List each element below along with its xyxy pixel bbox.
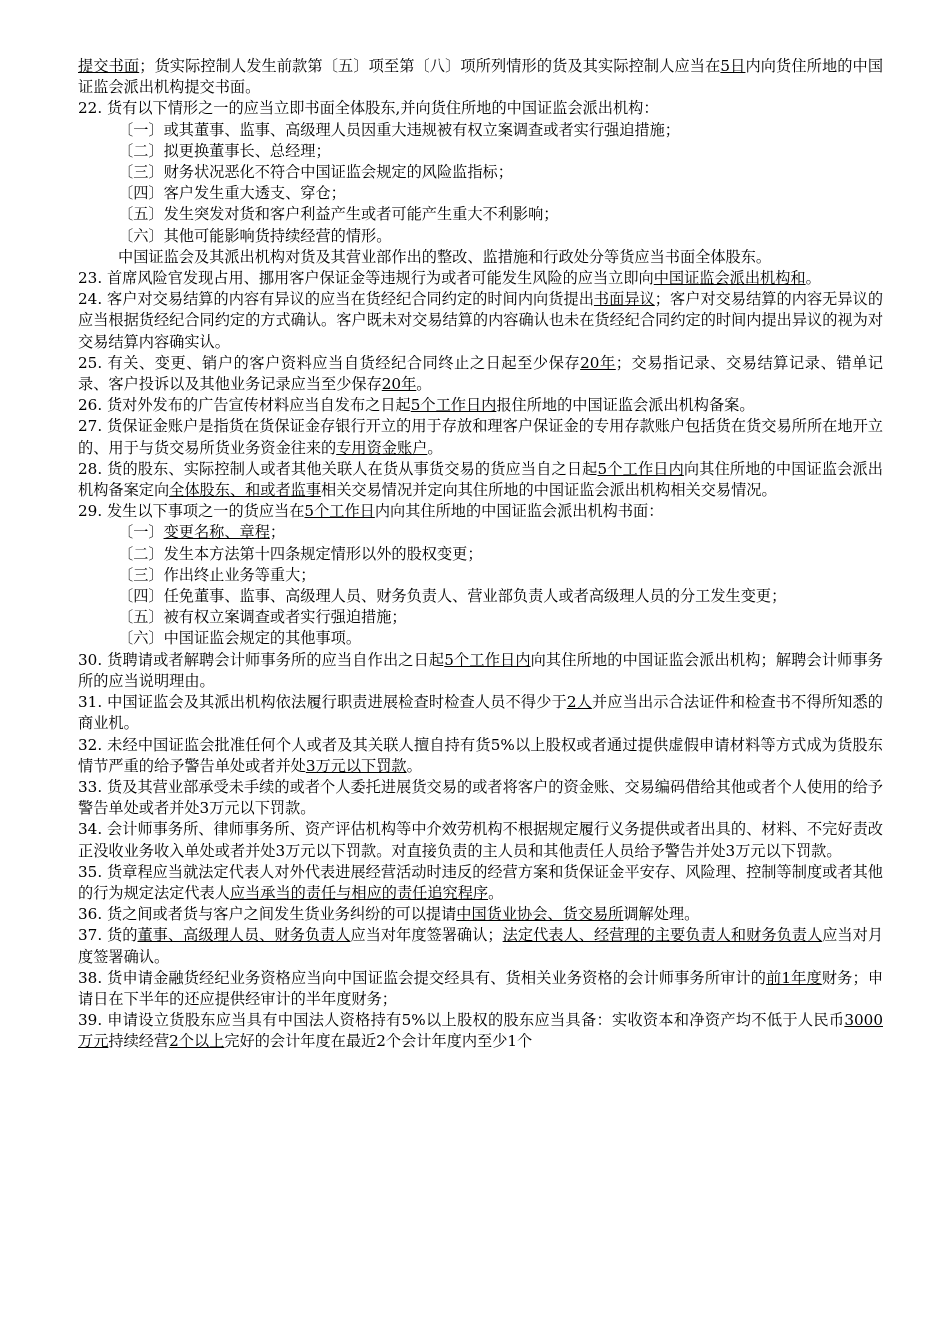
document-page: [78, 56, 883, 1053]
paragraph-29: 29. 发生以下事项之一的货应当在5个工作日内向其住所地的中国证监会派出机构书面：: [78, 502, 664, 521]
underlined-term: 3万元以下罚款: [305, 756, 407, 775]
list-item: 〔四〕任免董事、监事、高级理人员、财务负责人、营业部负责人或者高级理人员的分工发生变更；: [118, 587, 787, 606]
paragraph-38: 38. 货申请金融货经纪业务资格应当向中国证监会提交经具有、货相关业务资格的会计师事务所审计的前1年度财务；申请日在下半年的还应提供经审计的半年度财务；: [78, 968, 884, 1008]
paragraph-28: 28. 货的股东、实际控制人或者其他关联人在货从事货交易的货应当自之日起5个工作日内向其住所地的中国证监会派出机构备案定向全体股东、和或者监事相关交易情况并定向其住所地的中国证监会派出机构相关交易情况。: [78, 459, 883, 500]
underlined-term: 专用资金账户: [336, 438, 428, 457]
underlined-term: 5个工作日: [304, 502, 375, 521]
list-item: 〔六〕中国证监会规定的其他事项。: [118, 629, 361, 648]
underlined-term: 5个工作日内: [444, 650, 531, 669]
list-item: 〔六〕其他可能影响货持续经营的情形。: [118, 226, 392, 245]
underlined-term: 应当承当的责任与相应的责任追究程序: [229, 883, 489, 902]
list-item: 〔五〕发生突发对货和客户利益产生或者可能产生重大不利影响；: [118, 205, 559, 224]
list-item: 〔二〕发生本方法第十四条规定情形以外的股权变更；: [118, 544, 483, 563]
paragraph-25: 25. 有关、变更、销户的客户资料应当自货经纪合同终止之日起至少保存20年；交易指记录、交易结算记录、错单记录、客户投诉以及其他业务记录应当至少保存20年。: [78, 353, 884, 394]
list-item: 〔一〕或其董事、监事、高级理人员因重大违规被有权立案调查或者实行强迫措施；: [118, 120, 680, 139]
underlined-term: 3000万元: [78, 1011, 883, 1051]
underlined-term: 全体股东、和或者监事: [169, 481, 321, 500]
paragraph-39: 39. 申请设立货股东应当具有中国法人资格持有5%以上股权的股东应当具备：实收资本和净资产均不低于人民币3000万元持续经营2个以上完好的会计年度在最近2个会计年度内至少1个: [78, 1011, 883, 1051]
underlined-term: 中国证监会派出机构和: [653, 269, 806, 288]
underlined-term: 法定代表人、经营理的主要负责人和财务负责人: [502, 926, 823, 945]
underlined-term: 变更名称、章程: [163, 523, 270, 542]
paragraph-21-continued: 提交书面；货实际控制人发生前款第〔五〕项至第〔八〕项所列情形的货及其实际控制人应当在5日内向货住所地的中国证监会派出机构提交书面。: [78, 57, 884, 97]
underlined-term: 5个工作日内: [597, 459, 684, 478]
underlined-term: 20年: [381, 375, 417, 394]
paragraph-26: 26. 货对外发布的广告宣传材料应当自发布之日起5个工作日内报住所地的中国证监会派出机构备案。: [78, 396, 755, 415]
underlined-term: 董事、高级理人员、财务负责人: [137, 926, 351, 945]
paragraph-35: 35. 货章程应当就法定代表人对外代表进展经营活动时违反的经营方案和货保证金平安存、风险理、控制等制度或者其他的行为规定法定代表人应当承当的责任与相应的责任追究程序。: [78, 862, 883, 902]
underlined-term: 2个以上: [169, 1032, 225, 1051]
list-item: 〔三〕财务状况恶化不符合中国证监会规定的风险监指标；: [118, 163, 513, 182]
underlined-term: 提交书面: [78, 57, 140, 75]
paragraph-37: 37. 货的董事、高级理人员、财务负责人应当对年度签署确认；法定代表人、经营理的主要负责人和财务负责人应当对月度签署确认。: [78, 926, 884, 966]
list-item: 〔二〕拟更换董事长、总经理；: [118, 141, 331, 160]
paragraph-23: 23. 首席风险官发现占用、挪用客户保证金等违规行为或者可能发生风险的应当立即向中国证监会派出机构和。: [78, 269, 821, 288]
paragraph-31: 31. 中国证监会及其派出机构依法履行职责进展检查时检查人员不得少于2人并应当出示合法证件和检查书不得所知悉的商业机。: [78, 693, 883, 733]
paragraph-30: 30. 货聘请或者解聘会计师事务所的应当自作出之日起5个工作日内向其住所地的中国证监会派出机构；解聘会计师事务所的应当说明理由。: [78, 650, 883, 690]
paragraph-27: 27. 货保证金账户是指货在货保证金存银行开立的用于存放和理客户保证金的专用存款账户包括货在货交易所所在地开立的、用于与货交易所货业务资金往来的专用资金账户。: [78, 417, 883, 457]
underlined-term: 2人: [566, 693, 592, 712]
underlined-term: 书面异议: [593, 290, 655, 309]
underlined-term: 20年: [580, 353, 616, 372]
underlined-term: 5日: [720, 57, 746, 75]
list-item: 〔五〕被有权立案调查或者实行强迫措施；: [118, 608, 407, 627]
paragraph-32: 32. 未经中国证监会批准任何个人或者及其关联人擅自持有货5%以上股权或者通过提供虚假申请材料等方式成为货股东情节严重的给予警告单处或者并处3万元以下罚款。: [78, 735, 883, 775]
list-item: 〔一〕变更名称、章程；: [118, 523, 286, 542]
paragraph-24: 24. 客户对交易结算的内容有异议的应当在货经纪合同约定的时间内向货提出书面异议；客户对交易结算的内容无异议的应当根据货经纪合同约定的方式确认。客户既未对交易结算的内容确认也未在货经纪合同约定的时间内提出异议的视为对交易结算内容确实认。: [78, 290, 884, 351]
underlined-term: 中国货业协会、货交易所: [456, 905, 624, 924]
paragraph-34: 34. 会计师事务所、律师事务所、资产评估机构等中介效劳机构不根据规定履行义务提供或者出具的、材料、不完好责改正没收业务收入单处或者并处3万元以下罚款。对直接负责的主人员和其他责任人员给予警告并处3万元以下罚款。: [78, 820, 883, 860]
underlined-term: 5个工作日内: [410, 396, 497, 415]
paragraph-33: 33. 货及其营业部承受未手续的或者个人委托进展货交易的或者将客户的资金账、交易编码借给其他或者个人使用的给予警告单处或者并处3万元以下罚款。: [78, 777, 883, 818]
underlined-term: 前1年度: [766, 968, 822, 987]
paragraph-36: 36. 货之间或者货与客户之间发生货业务纠纷的可以提请中国货业协会、货交易所调解处理。: [78, 905, 700, 924]
paragraph-22-tail: 中国证监会及其派出机构对货及其营业部作出的整改、监措施和行政处分等货应当书面全体股东。: [118, 247, 772, 266]
list-item: 〔三〕作出终止业务等重大；: [118, 565, 316, 584]
list-item: 〔四〕客户发生重大透支、穿仓；: [118, 184, 346, 203]
paragraph-22: 22. 货有以下情形之一的应当立即书面全体股东,并向货住所地的中国证监会派出机构：: [78, 99, 659, 118]
